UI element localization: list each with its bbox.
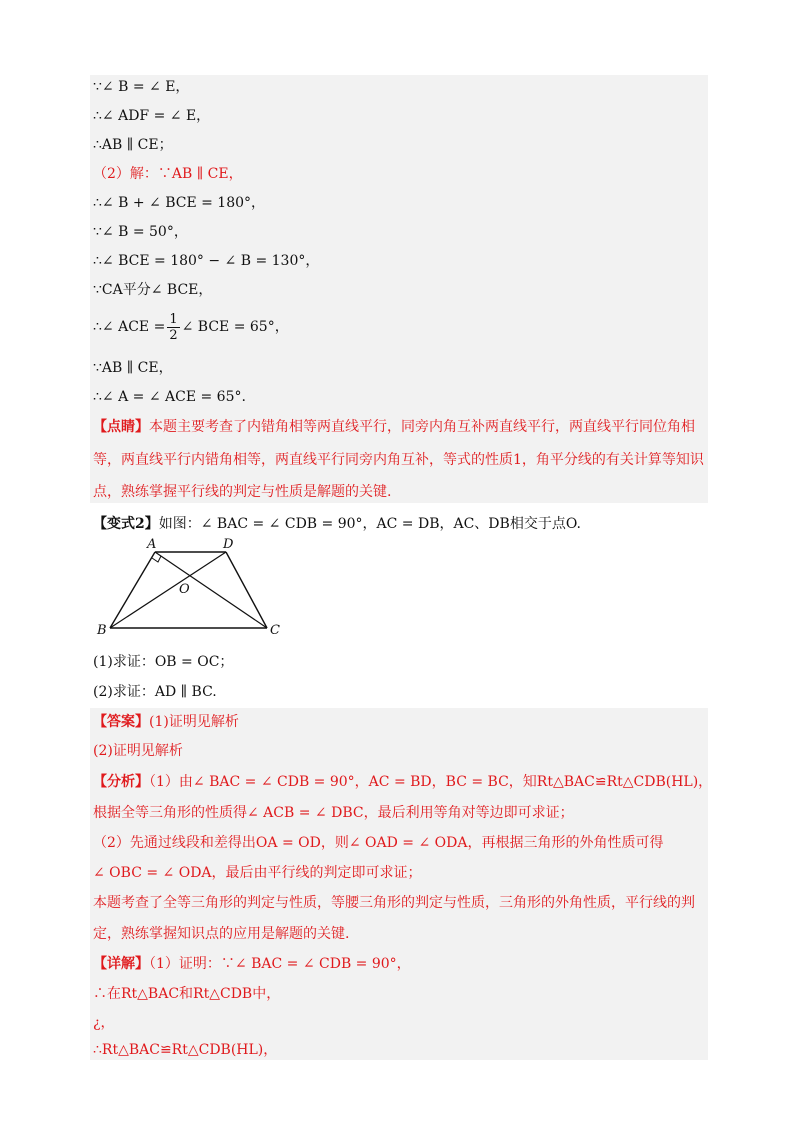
solution-line: ∴AB ∥ CE；: [93, 137, 173, 153]
segment-dc: [226, 552, 267, 628]
analysis-line: 本题考查了全等三角形的判定与性质，等腰三角形的判定与性质，三角形的外角性质，平行线的判: [93, 895, 695, 911]
label-c: C: [270, 623, 280, 638]
question-1: (1)求证：OB = OC；: [93, 654, 234, 670]
analysis-line: [93, 773, 712, 791]
analysis-label: 【分析】: [93, 774, 149, 790]
analysis-line: 根据全等三角形的性质得∠ ACB = ∠ DBC，最后利用等角对等边即可求证；: [93, 805, 574, 821]
solution-line: ∵CA平分∠ BCE，: [93, 282, 213, 298]
fraction-prefix: ∴∠ ACE =: [93, 319, 166, 335]
question-2: (2)求证：AD ∥ BC.: [93, 684, 217, 700]
solution-line: ∴∠ B + ∠ BCE = 180°，: [93, 195, 266, 211]
segment-ab: [110, 552, 155, 628]
detail-label: 【详解】: [93, 956, 149, 972]
right-angle-mark: [152, 556, 161, 562]
analysis-text: （1）由∠ BAC = ∠ CDB = 90°，AC = BD，BC = BC，知Rt△BAC≌Rt△CDB(HL)，: [149, 774, 713, 790]
dianjing-line: 等，两直线平行内错角相等，两直线平行同旁内角互补，等式的性质1，角平分线的有关计算等知识: [93, 452, 704, 468]
problem-text: 如图：∠ BAC = ∠ CDB = 90°，AC = DB，AC、DB相交于点O.: [158, 516, 581, 532]
solution-line: （2）解：∵AB ∥ CE，: [93, 166, 243, 182]
detail-line: ∴在Rt△BAC和Rt△CDB中，: [93, 986, 281, 1002]
dianjing-label: 【点睛】: [93, 419, 149, 435]
diagonal-db: [110, 552, 226, 628]
analysis-line: ∠ OBC = ∠ ODA，最后由平行线的判定即可求证；: [93, 865, 422, 881]
solution-line: ∴∠ BCE = 180° − ∠ B = 130°，: [93, 253, 320, 269]
answer-text: (1)证明见解析: [149, 714, 239, 730]
detail-line: [93, 955, 411, 973]
dianjing-line: [93, 418, 695, 436]
solution-line: ∴∠ ADF = ∠ E，: [93, 108, 211, 124]
answer-line: (2)证明见解析: [93, 743, 183, 759]
answer-line: [93, 713, 239, 731]
detail-text: （1）证明：∵∠ BAC = ∠ CDB = 90°，: [149, 956, 411, 972]
dianjing-text: 本题主要考查了内错角相等两直线平行，同旁内角互补两直线平行，两直线平行同位角相: [149, 419, 695, 435]
solution-line: ∵AB ∥ CE，: [93, 360, 173, 376]
label-o: O: [179, 582, 190, 597]
solution-line-fraction: [93, 311, 289, 343]
solution-line: ∴∠ A = ∠ ACE = 65°.: [93, 389, 246, 405]
fraction-numerator: 1: [169, 311, 178, 327]
analysis-line: 定，熟练掌握知识点的应用是解题的关键.: [93, 926, 350, 942]
analysis-line: （2）先通过线段和差得出OA = OD，则∠ OAD = ∠ ODA，再根据三角形的外角性质可得: [93, 835, 664, 851]
label-b: B: [97, 623, 107, 638]
detail-line: ∴Rt△BAC≌Rt△CDB(HL)，: [93, 1042, 278, 1058]
solution-line: ∵∠ B = ∠ E，: [93, 79, 190, 95]
detail-line: ¿，: [93, 1015, 115, 1031]
dianjing-line: 点，熟练掌握平行线的判定与性质是解题的关键.: [93, 484, 392, 500]
fraction-suffix: ∠ BCE = 65°，: [181, 319, 289, 335]
label-a: A: [147, 538, 157, 552]
label-d: D: [223, 538, 234, 552]
answer-label: 【答案】: [93, 714, 149, 730]
fraction-denominator: 2: [169, 327, 178, 343]
problem-label: 【变式2】: [93, 516, 159, 532]
solution-line: ∵∠ B = 50°，: [93, 224, 188, 240]
answer-block: [90, 708, 708, 1060]
problem-statement: [93, 515, 581, 533]
geometry-figure: [92, 538, 292, 638]
diagonal-ac: [155, 552, 267, 628]
fraction: [167, 312, 179, 343]
